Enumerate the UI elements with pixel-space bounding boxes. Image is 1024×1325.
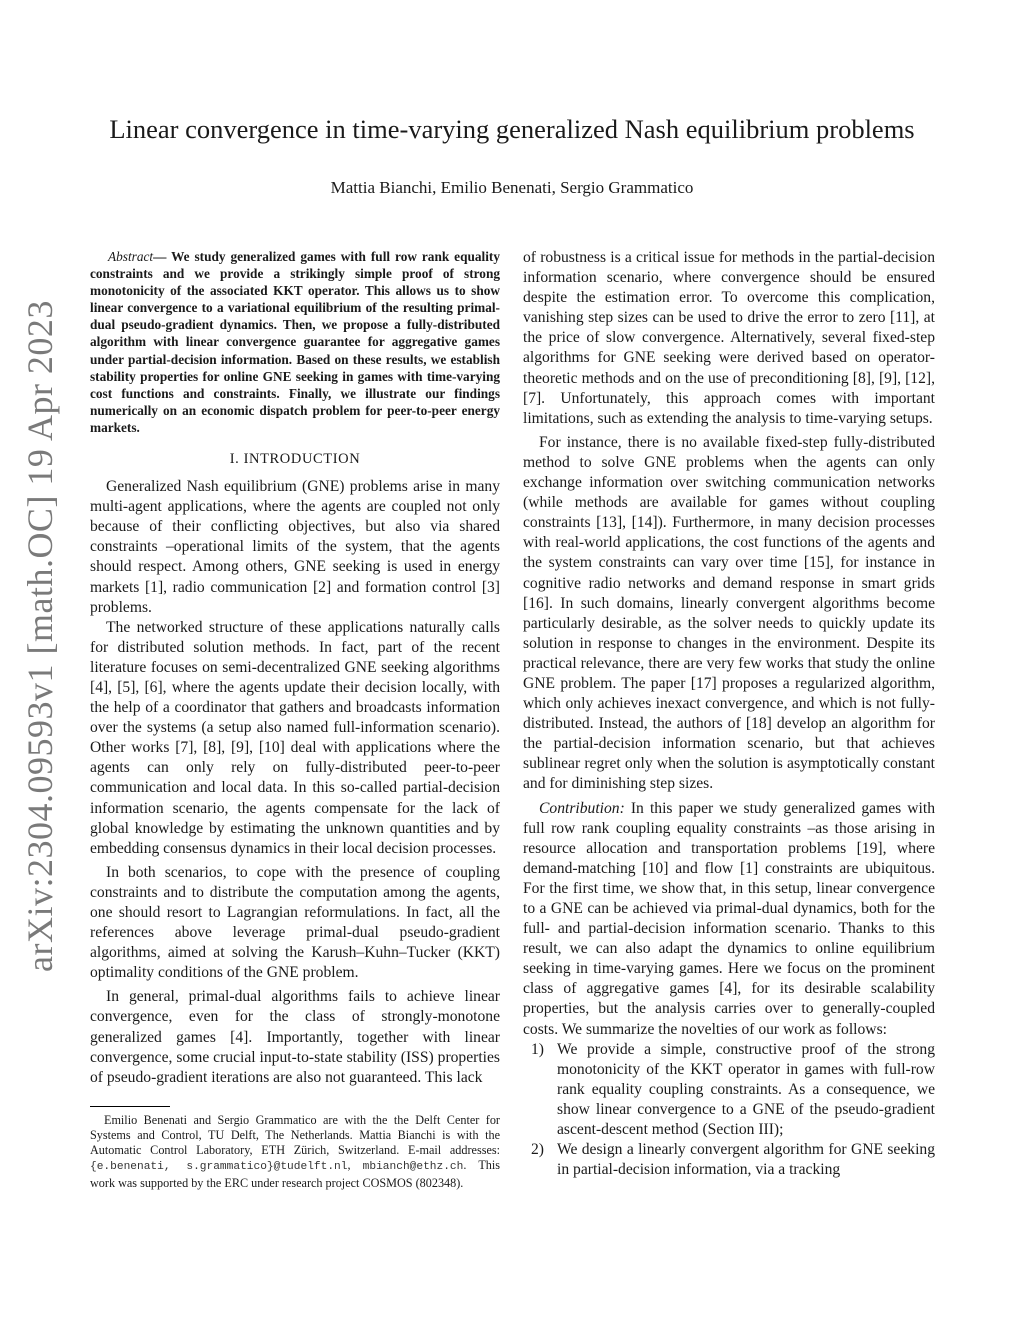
footnote-email-tudelft: {e.benenati, s.grammatico}@tudelft.nl bbox=[90, 1161, 348, 1174]
contribution-paragraph bbox=[523, 799, 935, 1040]
right-column bbox=[523, 248, 935, 1180]
novelty-marker-2: 2) bbox=[531, 1141, 544, 1159]
novelty-text-1: We provide a simple, constructive proof of the strong monotonicity of the KKT operator in games with full-row rank equality coupling constraints. As a consequence, we show linear convergence to a GNE of the pseudo-gradient ascent-descent method (Section III); bbox=[557, 1040, 935, 1139]
novelties-list bbox=[523, 1040, 935, 1181]
footnote-email-ethz: mbianch@ethz.ch bbox=[362, 1161, 464, 1174]
intro-paragraph-4: In general, primal-dual algorithms fails to achieve linear convergence, even for the class of strongly-monotone generalized games [4]. Importantly, together with linear convergence, some crucial input-to-state stability (ISS) properties of pseudo-gradient iterations are also not guaranteed. This lack bbox=[90, 988, 500, 1086]
footnote-affiliation: Emilio Benenati and Sergio Grammatico are with the the Delft Center for Systems and Control, TU Delft, The Netherlands. Mattia Bianchi is with the Automatic Control Laboratory, ETH Zürich, Switzerland. E-mail addresses: bbox=[90, 1112, 500, 1158]
footnote-email-separator: , bbox=[347, 1158, 363, 1173]
novelty-text-2: We design a linearly convergent algorithm for GNE seeking in partial-decision information, via a tracking bbox=[557, 1141, 935, 1179]
contribution-text: In this paper we study generalized games with full row rank coupling equality constraints –as those arising in resource allocation and transportation problems [19], where demand-matching [10] and flow [1] constraints are ubiquitous. For the first time, we show that, in this setup, linear convergence to a GNE can be achieved via primal-dual dynamics, both for the full- and partial-decision information scenario. Thanks to this result, we can also adapt the dynamics to online equilibrium seeking in time-varying games. Here we focus on the prominent class of aggregative games [4], for its desirable scalability properties, but the analysis carries over to generally-coupled costs. We summarize the novelties of our work as follows: bbox=[523, 799, 935, 1038]
intro-paragraph-2: The networked structure of these applications naturally calls for distributed solution methods. In fact, part of the recent literature focuses on semi-decentralized GNE seeking algorithms [4], [5], [6], where the agents update their decision locally, with the help of a coordinator that gathers and broadcasts information over the systems (a setup also named full-information scenario). Other works [7], [8], [9], [10] deal with applications where the agents can only rely on fully-distributed peer-to-peer communication and local data. In this so-called partial-decision information scenario, the agents compensate for the lack of global knowledge by estimating the unknown quantities and by embedding consensus dynamics in their local decision processes. bbox=[90, 618, 500, 857]
intro-paragraph-3: In both scenarios, to cope with the presence of coupling constraints and to distribute the computation among the agents, one should resort to Lagrangian reformulations. In fact, all the references above leverage primal-dual pseudo-gradient algorithms, aimed at solving the Karush–Kuhn–Tucker (KKT) optimality conditions of the GNE problem. bbox=[90, 863, 500, 982]
left-column bbox=[90, 248, 500, 1191]
footnote-funding: . This work was supported by the ERC under research project COSMOS (802348). bbox=[90, 1158, 500, 1190]
abstract-label: Abstract bbox=[108, 249, 154, 264]
novelty-marker-1: 1) bbox=[531, 1040, 544, 1058]
arxiv-identifier-text: arXiv:2304.09593v1 [math.OC] 19 Apr 2023 bbox=[20, 300, 60, 972]
section-heading-introduction: I. INTRODUCTION bbox=[229, 451, 361, 468]
intro-paragraph-1: Generalized Nash equilibrium (GNE) problems arise in many multi-agent applications, where the agents are coupled not only because of their conflicting objectives, but also via shared constraints –operational limits of the system, that the agents should respect. Among others, GNE seeking is used in energy markets [1], radio communication [2] and formation control [3] problems. bbox=[90, 478, 500, 616]
footnote-divider bbox=[90, 1106, 170, 1107]
novelty-item-2 bbox=[523, 1140, 935, 1180]
paper-title: Linear convergence in time-varying generalized Nash equilibrium problems bbox=[109, 114, 915, 144]
footnote bbox=[90, 1113, 500, 1191]
paper-authors: Mattia Bianchi, Emilio Benenati, Sergio Grammatico bbox=[330, 178, 694, 197]
intro-paragraph-5: For instance, there is no available fixed-step fully-distributed method to solve GNE problems when the agents can only exchange information over switching communication networks (while methods are available for games without coupling constraints [13], [14]). Furthermore, in many decision processes with real-world applications, the cost functions of the agents and the system constraints can vary over time [15], for instance in cognitive radio networks and demand response in smart grids [16]. In such domains, linearly convergent algorithms become particularly desirable, as the solver needs to quickly update its solution in response to changes in the environment. Despite its practical relevance, there are very few works that study the online GNE problem. The paper [17] proposes a regularized algorithm, which only achieves inexact convergence, and which is not fully-distributed. Instead, the authors of [18] develop an algorithm for the partial-decision information scenario, but that achieves sublinear regret only when the solution is asymptotically constant and for diminishing step sizes. bbox=[523, 433, 935, 793]
contribution-label: Contribution: bbox=[539, 799, 625, 817]
abstract bbox=[90, 248, 500, 436]
intro-paragraph-4-continued: of robustness is a critical issue for methods in the partial-decision information scenario, where convergence should be ensured despite the estimation error. To overcome this complication, vanishing step sizes can be used to drive the error to zero [11], at the price of slow convergence. Alternatively, several fixed-step algorithms for GNE seeking were derived based on operator-theoretic methods and on the use of preconditioning [8], [9], [12], [7]. Unfortunately, this approach comes with important limitations, such as extending the analysis to time-varying setups. bbox=[523, 249, 935, 427]
novelty-item-1 bbox=[523, 1040, 935, 1140]
abstract-text: — We study generalized games with full row rank equality constraints and we provide a strikingly simple proof of strong monotonicity of the associated KKT operator. This allows us to show linear convergence to a variational equilibrium of the resulting primal-dual pseudo-gradient dynamics. Then, we propose a fully-distributed algorithm with linear convergence guarantee for aggregative games under partial-decision information. Based on these results, we establish stability properties for online GNE seeking in games with time-varying cost functions and constraints. Finally, we illustrate our findings numerically on an economic dispatch problem for peer-to-peer energy markets. bbox=[90, 249, 500, 435]
